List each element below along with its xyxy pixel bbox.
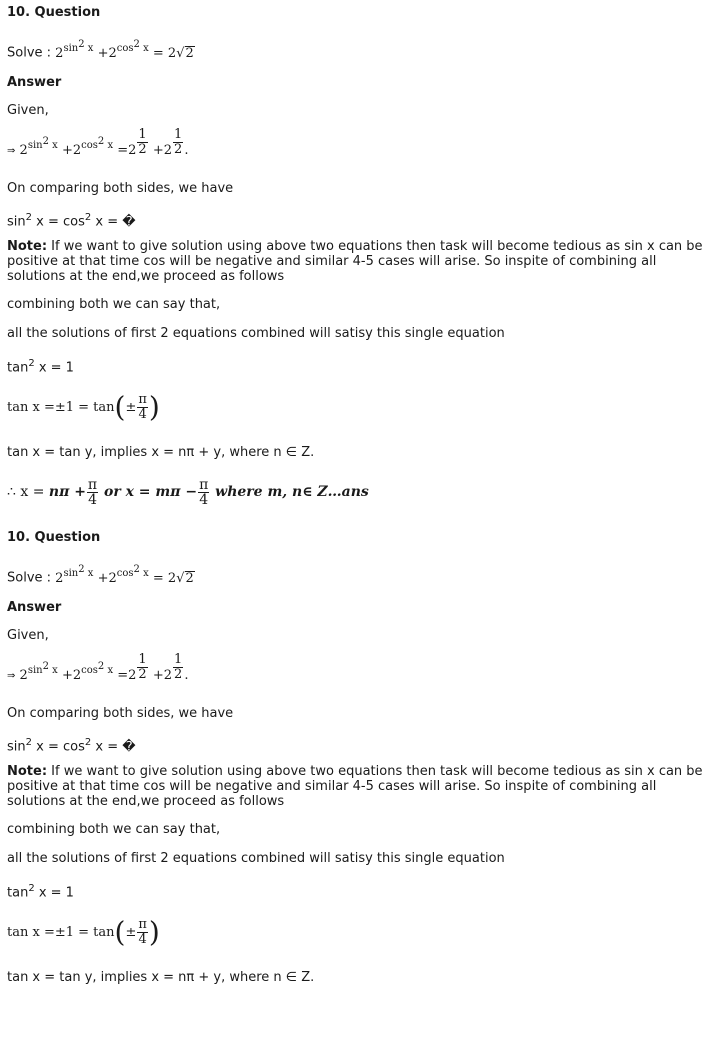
answer-label: Answer [7, 600, 62, 615]
note-paragraph: Note: If we want to give solution using above two equations then task will become tedious as sin x can be positive at that time cos will be negative and similar 4-5 cases will arise. So inspite of combining all solutions at the end,we proceed as follows [7, 764, 703, 809]
solve-label: Solve : [7, 45, 52, 61]
given-label: Given, [7, 103, 49, 118]
note-paragraph: Note: If we want to give solution using above two equations then task will become tedious as sin x can be positive at that time cos will be negative and similar 4-5 cases will arise. So inspite of combining all solutions at the end,we proceed as follows [7, 239, 703, 284]
question-title: 10. Question [7, 5, 101, 20]
answer-label: Answer [7, 75, 62, 90]
solve-equation: $2^{sin^2 x} +2^{cos^2 x} = 2√2$ [55, 564, 194, 586]
combining-text: combining both we can say that, [7, 297, 221, 312]
solve-line [7, 562, 710, 586]
comparing-text: On comparing both sides, we have [7, 181, 234, 196]
final-answer: ∴ x = nπ + $\frac{\pi}{4}$ or x = mπ − $\frac{\pi}{4}$ where m, n∈ Z…ans [7, 476, 369, 508]
tan-pm-equation: tan x =±1 = tan(± $\frac{\pi}{4}$ ) [7, 390, 160, 424]
tan-squared-equation: $\tan^2 x = 1$ [7, 358, 74, 376]
tan-xy-text: tan x = tan y, implies x = nπ + y, where n ∈ Z. [7, 970, 315, 985]
tan-pm-equation: tan x =±1 = tan(± $\frac{\pi}{4}$ ) [7, 915, 160, 949]
question-section-2 [0, 525, 718, 1050]
solve-line [7, 37, 710, 61]
solve-label: Solve : [7, 570, 52, 586]
solve-equation: $2^{sin^2 x} +2^{cos^2 x} = 2√2$ [55, 39, 194, 61]
question-title: 10. Question [7, 530, 101, 545]
comparing-text: On comparing both sides, we have [7, 706, 234, 721]
tan-xy-text: tan x = tan y, implies x = nπ + y, where n ∈ Z. [7, 445, 315, 460]
all-solutions-text: all the solutions of first 2 equations combined will satisy this single equation [7, 326, 505, 341]
all-solutions-text: all the solutions of first 2 equations combined will satisy this single equation [7, 851, 505, 866]
combining-text: combining both we can say that, [7, 822, 221, 837]
implied-equation: ⇒ $2^{sin^2 x} +2^{cos^2 x} =2$ $\frac{1}{2}$ +2 $\frac{1}{2}$ . [7, 651, 189, 683]
implied-equation: ⇒ $2^{sin^2 x} +2^{cos^2 x} =2$ $\frac{1}{2}$ +2 $\frac{1}{2}$ . [7, 126, 189, 158]
given-label: Given, [7, 628, 49, 643]
sin-cos-equation: $\sin^2 x = \cos^2 x$ = � [7, 212, 136, 230]
sin-cos-equation: $\sin^2 x = \cos^2 x$ = � [7, 737, 136, 755]
tan-squared-equation: $\tan^2 x = 1$ [7, 883, 74, 901]
